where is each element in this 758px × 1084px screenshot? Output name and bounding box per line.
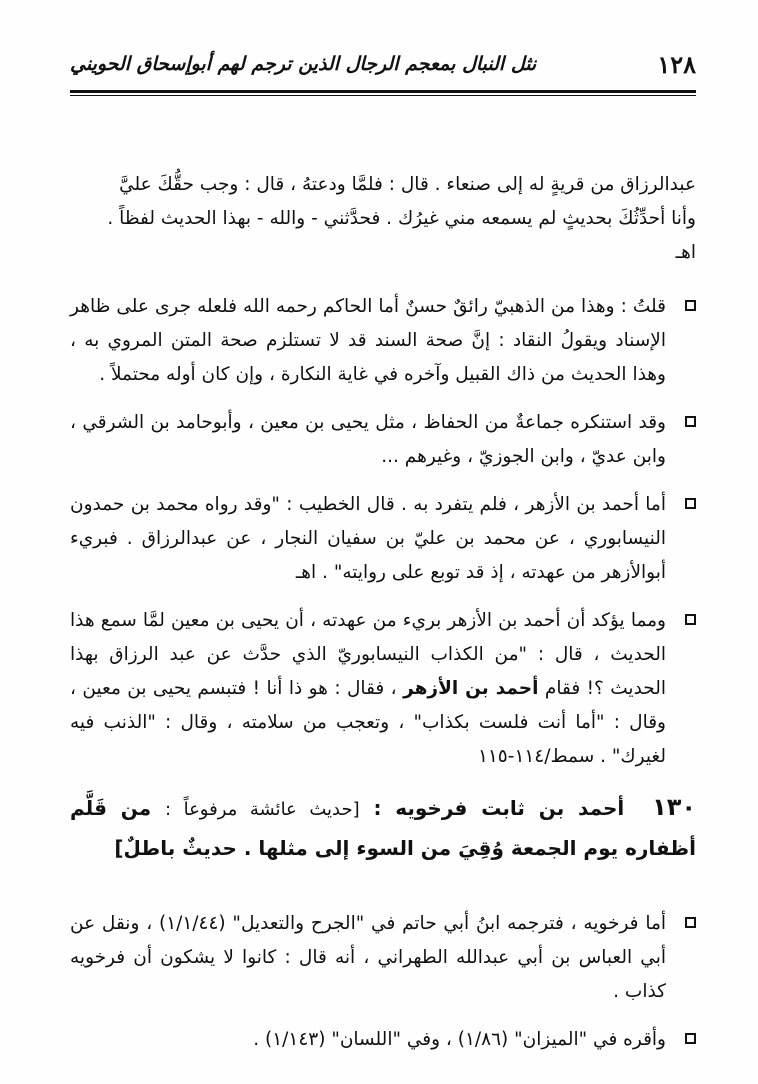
header-rule-thick — [70, 90, 696, 93]
entry-source: [حديث عائشة مرفوعاً : — [164, 799, 360, 820]
entry-number: ١٣٠ — [652, 793, 697, 821]
bold-name: أحمد بن الأزهر — [403, 678, 539, 699]
square-bullet-icon — [685, 1033, 696, 1044]
running-title: نثل النبال بمعجم الرجال الذين ترجم لهم أبوإسحاق الحويني — [70, 53, 537, 75]
page-body — [70, 168, 696, 1071]
square-bullet-icon — [685, 498, 696, 509]
page-number: ١٢٨ — [657, 49, 696, 79]
quote-line: عبدالرزاق من قريةٍ له إلى صنعاء . قال : فلمَّا ودعتهُ ، قال : وجب حقُّكَ عليَّ — [119, 174, 696, 195]
list-item-text: وقد استنكره جماعةٌ من الحفاظ ، مثل يحيى بن معين ، وأبوحامد بن الشرقي ، وابن عديّ ، وابن الجوزيّ ، وغيرهم ... — [70, 412, 666, 467]
square-bullet-icon — [685, 416, 696, 427]
quote-line: وأنا أحدِّثُكَ بحديثٍ لم يسمعه مني غيرُك . فحدَّثني - والله - بهذا الحديث لفظاً . — [107, 208, 696, 229]
square-bullet-icon — [685, 300, 696, 311]
list-item — [70, 488, 696, 590]
square-bullet-icon — [685, 917, 696, 928]
list-item-text: أما فرخويه ، فترجمه ابنُ أبي حاتم في "الجرح والتعديل" (١/١/٤٤) ، ونقل عن أبي العباس بن أبي عبدالله الطهراني ، أنه قال : كانوا لا يشكون أن فرخويه كذاب . — [70, 913, 667, 1002]
text-segment: ، فقال : هو ذا أنا ! فتبسم يحيى بن معين ، وقال : "أما أنت فلست بكذاب" ، وتعجب من سلامته ، وقال : "الذنب فيه لغيرك" . سمط/١١٤-١١٥ — [70, 678, 666, 767]
quote-block — [70, 168, 696, 270]
entry-hadith: من قَلَّم أظفاره يوم الجمعة وُقِيَ من السوء إلى مثلها . حديثٌ باطلٌ] — [70, 796, 696, 860]
list-item — [70, 290, 696, 392]
entry-heading — [70, 788, 696, 867]
list-item-text: وأقره في "الميزان" (١/٨٦) ، وفي "اللسان" (١/١٤٣) . — [253, 1029, 666, 1050]
list-item — [70, 1023, 696, 1057]
list-item — [70, 604, 696, 774]
list-item — [70, 907, 696, 1009]
list-item-text: أما أحمد بن الأزهر ، فلم يتفرد به . قال الخطيب : "وقد رواه محمد بن حمدون النيسابوري ، عن محمد بن عليّ بن سفيان النجار ، عن عبدالرزاق . فبريء أبوالأزهر من عهدته ، إذ قد توبع على روايته" . اهـ — [70, 494, 666, 583]
page-header — [70, 44, 696, 84]
quote-line: اهـ — [675, 242, 696, 263]
entry-name: أحمد بن ثابت فرخويه : — [373, 796, 625, 820]
text-segment: ومما يؤكد أن أحمد بن الأزهر بريء من عهدته ، أن يحيى بن معين لمَّا سمع هذا الحديث ، قال : "من الكذاب النيسابوريّ الذي حدَّث عن عبد الرزاق بهذا الحديث ؟! فقام — [70, 610, 666, 699]
list-item-text — [70, 604, 666, 774]
header-rule-thin — [70, 95, 696, 96]
list-item — [70, 406, 696, 474]
square-bullet-icon — [685, 614, 696, 625]
list-item-text: قلتُ : وهذا من الذهبيّ رائقٌ حسنٌ أما الحاكم رحمه الله فلعله جرى على ظاهر الإسناد ويقولُ النقاد : إنَّ صحة السند قد لا تستلزم صحة المتن المروي به ، وهذا الحديث من ذاك القبيل وآخره في غاية النكارة ، وإن كان أوله محتملاً . — [70, 296, 666, 385]
